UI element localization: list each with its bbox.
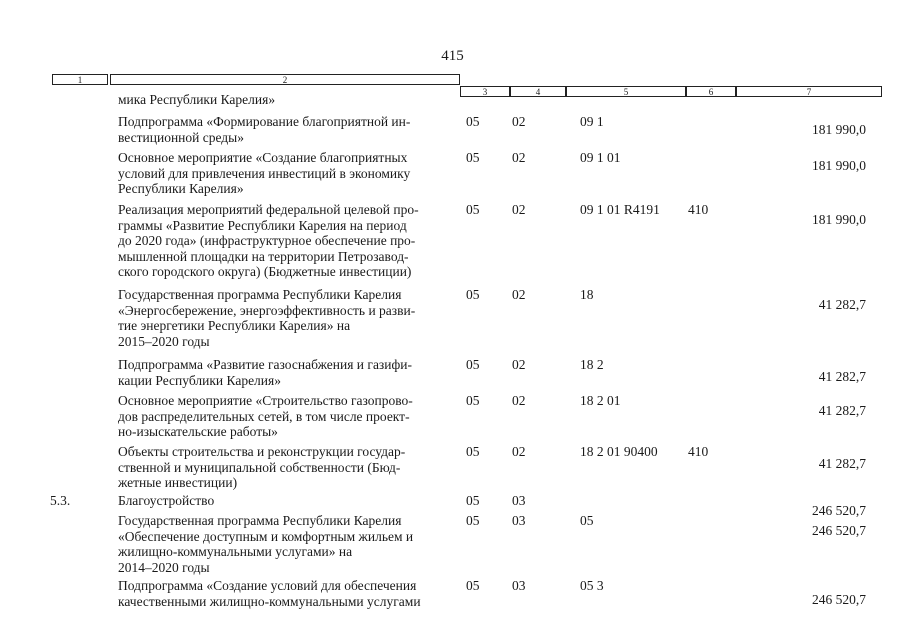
- cell-section-code: 05: [466, 513, 480, 528]
- cell-subsection-code: 02: [512, 357, 526, 372]
- cell-section-code: 05: [466, 578, 480, 593]
- row-description-line: тие энергетики Республики Карелия» на: [118, 318, 351, 333]
- cell-subsection-code: 02: [512, 287, 526, 302]
- cell-amount: 181 990,0: [812, 158, 866, 173]
- row-description-line: Государственная программа Республики Карелия: [118, 513, 402, 528]
- cell-amount: 41 282,7: [818, 456, 866, 471]
- row-description-line: Государственная программа Республики Карелия: [118, 287, 402, 302]
- cell-subsection-code: 03: [512, 513, 526, 528]
- column-header-1: 1: [52, 74, 108, 85]
- row-description-line: кации Республики Карелия»: [118, 372, 281, 388]
- cell-amount: 41 282,7: [818, 403, 866, 418]
- row-description-line: качественными жилищно-коммунальными услугами: [118, 593, 421, 609]
- row-description-line: мика Республики Карелия»: [118, 92, 276, 107]
- cell-target-code: 18 2: [580, 357, 604, 372]
- row-description-line: дов распределительных сетей, в том числе проект-: [118, 408, 410, 424]
- row-description-line: мышленной площадки на территории Петрозавод-: [118, 248, 409, 264]
- cell-amount: 246 520,7: [812, 503, 866, 518]
- row-description-line: Основное мероприятие «Создание благоприятных: [118, 150, 408, 165]
- column-header-3: 3: [460, 86, 510, 97]
- row-description-line: ственной и муниципальной собственности (Бюд-: [118, 459, 401, 475]
- column-header-6: 6: [686, 86, 736, 97]
- cell-expense-type: 410: [688, 202, 709, 217]
- column-header-5: 5: [566, 86, 686, 97]
- cell-amount: 181 990,0: [812, 212, 866, 227]
- cell-subsection-code: 02: [512, 202, 526, 217]
- row-description-line: Объекты строительства и реконструкции государ-: [118, 444, 406, 459]
- row-description-line: Благоустройство: [118, 493, 215, 508]
- cell-section-code: 05: [466, 287, 480, 302]
- row-description-line: вестиционной среды»: [118, 129, 244, 145]
- row-description-line: Подпрограмма «Формирование благоприятной ин-: [118, 114, 411, 129]
- cell-section-code: 05: [466, 444, 480, 459]
- section-number: 5.3.: [50, 493, 71, 508]
- cell-section-code: 05: [466, 393, 480, 408]
- row-description-line: жилищно-коммунальными услугами» на: [118, 544, 353, 559]
- cell-subsection-code: 02: [512, 393, 526, 408]
- row-description-line: условий для привлечения инвестиций в экономику: [118, 165, 411, 181]
- cell-amount: 246 520,7: [812, 523, 866, 538]
- cell-amount: 181 990,0: [812, 122, 866, 137]
- cell-target-code: 09 1 01: [580, 150, 621, 165]
- cell-target-code: 09 1: [580, 114, 604, 129]
- column-header-4: 4: [510, 86, 566, 97]
- cell-amount: 41 282,7: [818, 369, 866, 384]
- cell-amount: 246 520,7: [812, 592, 866, 607]
- row-description-line: жетные инвестиции): [118, 475, 238, 490]
- row-description-line: 2015–2020 годы: [118, 333, 210, 349]
- row-description-line: Подпрограмма «Создание условий для обеспечения: [118, 578, 417, 593]
- row-description-line: «Энергосбережение, энергоэффективность и разви-: [118, 302, 416, 318]
- row-description-line: до 2020 года» (инфраструктурное обеспечение про-: [118, 233, 416, 248]
- cell-target-code: 18 2 01 90400: [580, 444, 658, 459]
- row-description-line: «Обеспечение доступным и комфортным жильем и: [118, 528, 414, 544]
- cell-target-code: 18 2 01: [580, 393, 621, 408]
- cell-subsection-code: 03: [512, 493, 526, 508]
- cell-expense-type: 410: [688, 444, 709, 459]
- cell-subsection-code: 02: [512, 114, 526, 129]
- cell-subsection-code: 03: [512, 578, 526, 593]
- cell-subsection-code: 02: [512, 444, 526, 459]
- row-description-line: 2014–2020 годы: [118, 559, 210, 575]
- row-description-line: Реализация мероприятий федеральной целевой про-: [118, 202, 419, 217]
- cell-section-code: 05: [466, 150, 480, 165]
- row-description-line: граммы «Развитие Республики Карелия на период: [118, 217, 407, 233]
- column-header-2: 2: [110, 74, 460, 85]
- cell-target-code: 05: [580, 513, 594, 528]
- row-description-line: ского городского округа) (Бюджетные инвестиции): [118, 264, 412, 279]
- cell-section-code: 05: [466, 357, 480, 372]
- row-description-line: Подпрограмма «Развитие газоснабжения и газифи-: [118, 357, 412, 372]
- row-description-line: но-изыскательские работы»: [118, 424, 278, 439]
- row-description-line: Основное мероприятие «Строительство газопрово-: [118, 393, 413, 408]
- column-header-7: 7: [736, 86, 882, 97]
- cell-section-code: 05: [466, 202, 480, 217]
- cell-subsection-code: 02: [512, 150, 526, 165]
- cell-target-code: 05 3: [580, 578, 604, 593]
- row-description-line: Республики Карелия»: [118, 181, 244, 196]
- cell-target-code: 18: [580, 287, 594, 302]
- cell-section-code: 05: [466, 493, 480, 508]
- cell-target-code: 09 1 01 R4191: [580, 202, 660, 217]
- cell-section-code: 05: [466, 114, 480, 129]
- page-number: 415: [441, 48, 464, 64]
- cell-amount: 41 282,7: [818, 297, 866, 312]
